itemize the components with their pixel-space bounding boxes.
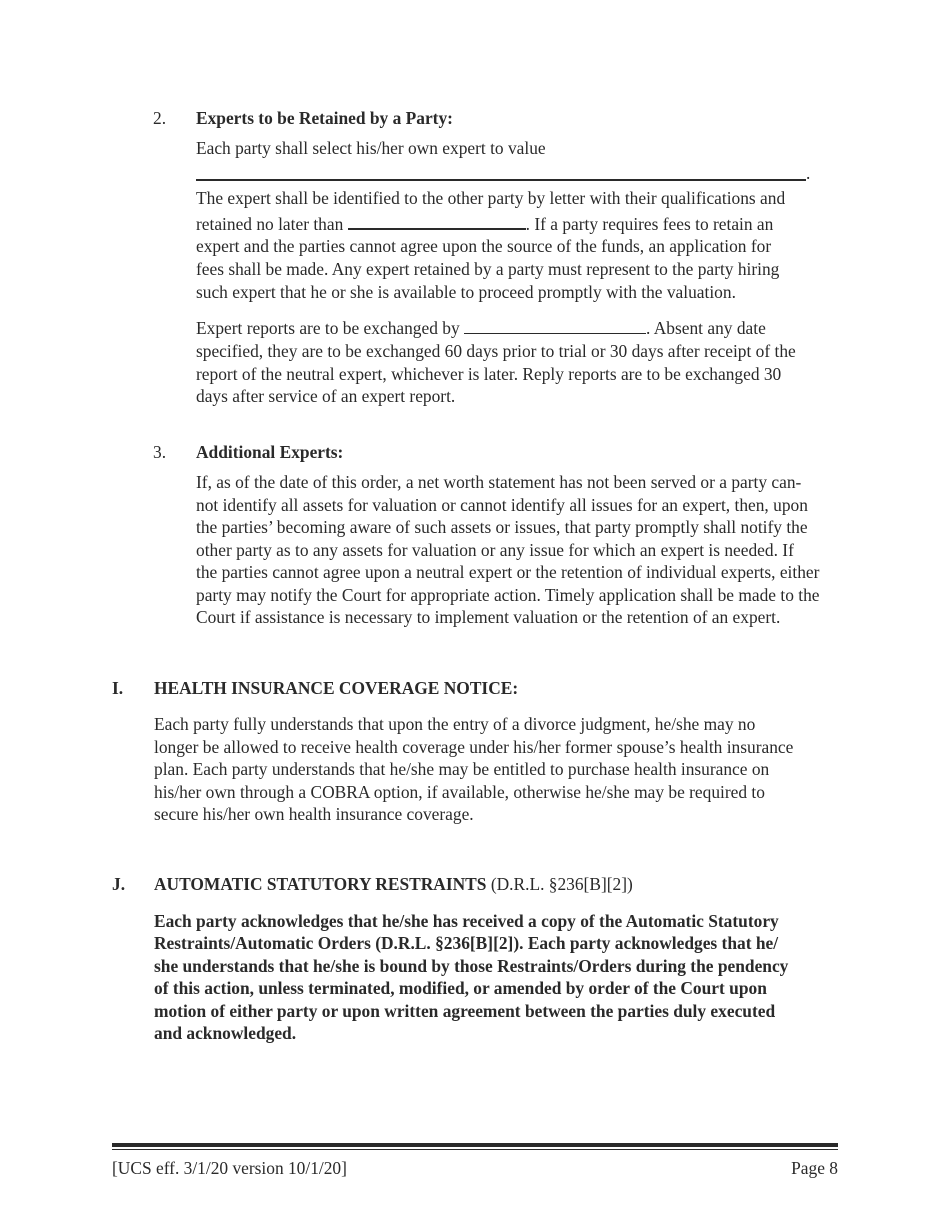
section-2-para1-line: The expert shall be identified to the other party by letter with their qualifications and (196, 188, 786, 208)
section-3-line: If, as of the date of this order, a net worth statement has not been served or a party can- (196, 472, 802, 492)
section-3-heading: Additional Experts: (196, 442, 344, 462)
section-j-line: of this action, unless terminated, modified, or amended by order of the Court upon (154, 978, 767, 998)
exchange-label: Expert reports are to be exchanged by (196, 318, 460, 338)
retained-rest: . If a party requires fees to retain an (525, 214, 774, 234)
section-i-line: his/her own through a COBRA option, if available, otherwise he/she may be required to (154, 782, 765, 802)
section-3-line: other party as to any assets for valuation or any issue for which an expert is needed. If (196, 540, 794, 560)
section-j-line: Each party acknowledges that he/she has received a copy of the Automatic Statutory (154, 911, 779, 931)
footer-version: [UCS eff. 3/1/20 version 10/1/20] (112, 1158, 347, 1178)
section-3-line: not identify all assets for valuation or cannot identify all issues for an expert, then, upon (196, 495, 808, 515)
section-i-letter: I. (112, 678, 124, 698)
section-3-line: party may notify the Court for appropriate action. Timely application shall be made to the (196, 585, 820, 605)
section-3-line: the parties’ becoming aware of such assets or issues, that party promptly shall notify the (196, 517, 808, 537)
section-2-para1-line: expert and the parties cannot agree upon the source of the funds, an application for (196, 236, 772, 256)
section-j-heading: AUTOMATIC STATUTORY RESTRAINTS (154, 874, 487, 894)
section-2-para2-line (196, 317, 766, 339)
trailing-period: . (806, 163, 811, 183)
footer-rule-thick (112, 1143, 838, 1147)
section-2-intro: Each party shall select his/her own expert to value (196, 138, 546, 158)
section-2-para1-line: fees shall be made. Any expert retained by a party must represent to the party hiring (196, 259, 780, 279)
section-2-para2-line: days after service of an expert report. (196, 386, 456, 406)
section-2-para1-line (196, 212, 773, 235)
section-3-line: Court if assistance is necessary to implement valuation or the retention of an expert. (196, 607, 781, 627)
section-j-letter: J. (112, 874, 126, 894)
exchange-rest: . Absent any date (646, 318, 766, 338)
section-i-heading: HEALTH INSURANCE COVERAGE NOTICE: (154, 678, 519, 698)
section-i-line: Each party fully understands that upon the entry of a divorce judgment, he/she may no (154, 714, 756, 734)
section-2-para2-line: specified, they are to be exchanged 60 days prior to trial or 30 days after receipt of the (196, 341, 796, 361)
page-number: Page 8 (791, 1158, 838, 1178)
section-2-number: 2. (153, 108, 167, 128)
section-i-line: plan. Each party understands that he/she may be entitled to purchase health insurance on (154, 759, 770, 779)
section-j-heading-ref: (D.R.L. §236[B][2]) (486, 874, 633, 894)
section-2-para1-line: such expert that he or she is available to proceed promptly with the valuation. (196, 282, 736, 302)
exchange-date-blank (464, 317, 646, 334)
section-j-heading-row (154, 873, 633, 895)
retained-label: retained no later than (196, 214, 344, 234)
section-j-line: Restraints/Automatic Orders (D.R.L. §236[B][2]). Each party acknowledges that he/ (154, 933, 779, 953)
section-2-heading: Experts to be Retained by a Party: (196, 108, 453, 128)
section-2-para2-line: report of the neutral expert, whichever is later. Reply reports are to be exchanged 30 (196, 364, 782, 384)
section-j-line: she understands that he/she is bound by those Restraints/Orders during the pendency (154, 956, 789, 976)
value-blank-line (196, 179, 806, 181)
section-i-line: longer be allowed to receive health coverage under his/her former spouse’s health insurance (154, 737, 794, 757)
section-3-line: the parties cannot agree upon a neutral expert or the retention of individual experts, either (196, 562, 820, 582)
section-j-line: motion of either party or upon written agreement between the parties duly executed (154, 1001, 776, 1021)
section-i-line: secure his/her own health insurance coverage. (154, 804, 474, 824)
retained-date-blank (348, 212, 526, 230)
section-3-number: 3. (153, 442, 167, 462)
footer-rule-thin (112, 1149, 838, 1150)
section-j-line: and acknowledged. (154, 1023, 297, 1043)
